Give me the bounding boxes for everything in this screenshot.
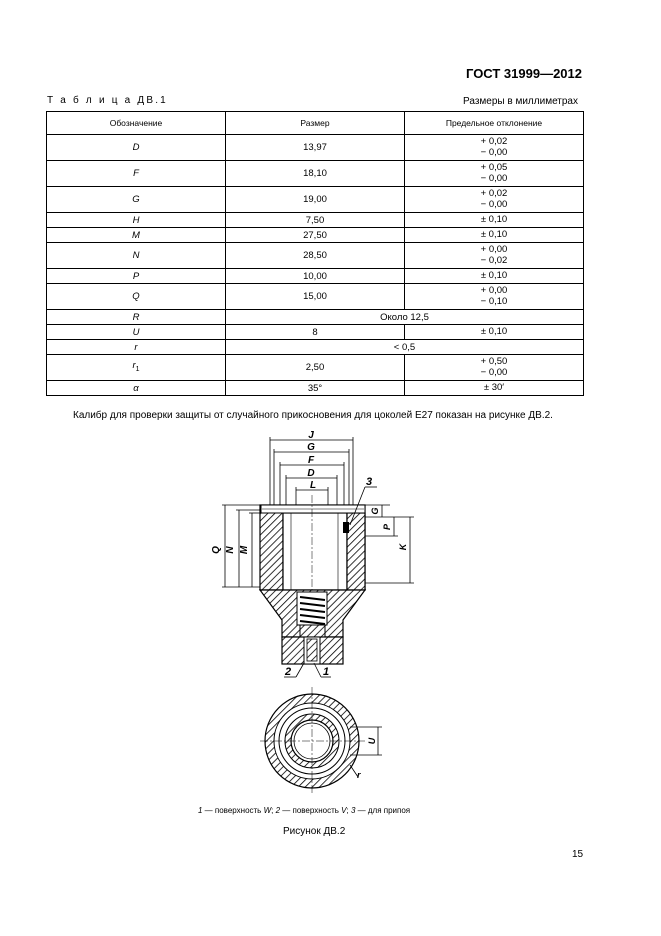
- cell-deviation: [405, 135, 584, 161]
- cell-designation: [47, 243, 226, 269]
- cell-deviation: [405, 213, 584, 228]
- dimension-label-k: K: [398, 543, 408, 551]
- designation-symbol: G: [132, 194, 140, 205]
- deviation-line: − 0,00: [480, 146, 508, 158]
- designation-symbol: F: [133, 168, 139, 179]
- cell-deviation: [405, 187, 584, 213]
- dimension-label-m: M: [239, 545, 250, 555]
- cell-designation: [47, 187, 226, 213]
- gauge-drawing: [200, 425, 420, 800]
- deviation-line: ± 0,10: [480, 213, 508, 225]
- callout-2: 2: [285, 666, 292, 678]
- deviation-line: + 0,02: [480, 188, 508, 199]
- figure-note: Калибр для проверки защиты от случайного прикосновения для цоколей Е27 показан на рисунке ДВ.2.: [73, 410, 553, 421]
- legend-number-3: 3: [350, 806, 356, 815]
- cell-deviation: [405, 269, 584, 284]
- deviation-line: − 0,10: [480, 295, 508, 307]
- cell-deviation: [405, 228, 584, 243]
- deviation-line: ± 30′: [483, 381, 505, 393]
- dimension-label-f: F: [307, 455, 315, 466]
- cell-size: 2,50: [226, 355, 405, 381]
- table-row: [47, 355, 584, 381]
- table-units: Размеры в миллиметрах: [463, 96, 578, 107]
- cell-size: 27,50: [226, 228, 405, 243]
- legend-surface-w: W: [263, 806, 272, 815]
- designation-symbol: Q: [132, 291, 140, 302]
- legend-number-1: 1: [198, 806, 203, 815]
- deviation-line: + 0,05: [480, 162, 508, 173]
- cell-designation: [47, 284, 226, 310]
- table-caption: Т а б л и ц а ДВ.1: [47, 95, 168, 106]
- table-row: [47, 340, 584, 355]
- table-row: [47, 213, 584, 228]
- designation-symbol: D: [132, 142, 140, 153]
- cell-deviation: [405, 161, 584, 187]
- cell-size: 35°: [226, 381, 405, 396]
- cell-merged-value: Около 12,5: [226, 310, 584, 325]
- cell-size: 7,50: [226, 213, 405, 228]
- deviation-line: + 0,02: [480, 136, 508, 147]
- legend-text-2: — поверхность: [280, 806, 342, 815]
- cell-deviation: [405, 325, 584, 340]
- table-body: [47, 135, 584, 396]
- column-header-deviation: Предельное отклонение: [405, 112, 584, 135]
- designation-symbol: N: [132, 250, 140, 261]
- column-header-designation: Обозначение: [47, 112, 226, 135]
- table-row: [47, 325, 584, 340]
- legend-separator-2: ;: [346, 806, 351, 815]
- cell-size: 15,00: [226, 284, 405, 310]
- gauge-section-view: [211, 430, 414, 678]
- figure-caption: Рисунок ДВ.2: [283, 826, 346, 837]
- callout-1: 1: [323, 666, 330, 678]
- cell-deviation: [405, 381, 584, 396]
- deviation-line: ± 0,10: [480, 325, 508, 337]
- cell-designation: [47, 161, 226, 187]
- table-row: [47, 243, 584, 269]
- cell-designation: [47, 355, 226, 381]
- cell-deviation: [405, 284, 584, 310]
- cell-size: 19,00: [226, 187, 405, 213]
- designation-symbol: M: [132, 229, 140, 241]
- designation-subscript: 1: [135, 365, 140, 373]
- table-row: [47, 381, 584, 396]
- figure-legend: [198, 806, 410, 815]
- cell-designation: [47, 340, 226, 355]
- legend-separator-1: ;: [271, 806, 276, 815]
- dimension-label-g-right: G: [370, 507, 380, 515]
- standard-number: ГОСТ 31999—2012: [466, 66, 582, 81]
- deviation-line: ± 0,10: [480, 228, 508, 240]
- cell-designation: [47, 310, 226, 325]
- deviation-line: ± 0,10: [480, 269, 508, 281]
- dimension-label-g: G: [307, 442, 315, 453]
- gauge-top-view: [260, 687, 382, 795]
- deviation-line: + 0,00: [480, 285, 508, 296]
- cell-size: 13,97: [226, 135, 405, 161]
- cell-designation: [47, 381, 226, 396]
- table-row: [47, 310, 584, 325]
- legend-surface-v: V: [341, 806, 347, 815]
- legend-text-3: — для припоя: [355, 806, 411, 815]
- cell-deviation: [405, 355, 584, 381]
- cell-designation: [47, 135, 226, 161]
- table-row: [47, 269, 584, 284]
- dimension-label-j: J: [308, 430, 314, 441]
- dimensions-table: [46, 111, 584, 396]
- designation-symbol: H: [132, 214, 140, 226]
- deviation-line: + 0,00: [480, 244, 508, 255]
- cell-size: 28,50: [226, 243, 405, 269]
- deviation-line: + 0,50: [480, 356, 508, 367]
- callout-3: 3: [366, 476, 373, 488]
- deviation-line: − 0,00: [480, 366, 508, 378]
- cell-designation: [47, 269, 226, 284]
- legend-text-1: — поверхность: [202, 806, 264, 815]
- table-header-row: [47, 112, 584, 135]
- dimension-label-u: U: [367, 737, 377, 745]
- table-row: [47, 161, 584, 187]
- dimension-label-n: N: [225, 546, 236, 554]
- cell-designation: [47, 213, 226, 228]
- dimension-label-r: r: [357, 770, 361, 780]
- cell-deviation: [405, 243, 584, 269]
- cell-size: 18,10: [226, 161, 405, 187]
- designation-symbol: U: [132, 326, 140, 338]
- column-header-size: Размер: [226, 112, 405, 135]
- cell-designation: [47, 325, 226, 340]
- deviation-line: − 0,02: [480, 254, 508, 266]
- deviation-line: − 0,00: [480, 198, 508, 210]
- dimension-label-p: P: [382, 523, 392, 531]
- table-row: [47, 284, 584, 310]
- table-row: [47, 135, 584, 161]
- legend-number-2: 2: [275, 806, 281, 815]
- designation-symbol: R: [132, 311, 140, 323]
- dimension-label-l: L: [309, 480, 317, 491]
- deviation-line: − 0,00: [480, 172, 508, 184]
- page-number: 15: [572, 849, 584, 860]
- cell-size: 10,00: [226, 269, 405, 284]
- table-row: [47, 228, 584, 243]
- cell-merged-value: < 0,5: [226, 340, 584, 355]
- designation-symbol: P: [132, 270, 140, 282]
- cell-designation: [47, 228, 226, 243]
- cell-size: 8: [226, 325, 405, 340]
- dimension-label-d: D: [307, 468, 315, 479]
- designation-symbol: r: [132, 360, 136, 372]
- designation-symbol: r: [134, 341, 138, 353]
- designation-symbol: α: [133, 382, 139, 394]
- dimension-label-q: Q: [211, 546, 222, 554]
- table-row: [47, 187, 584, 213]
